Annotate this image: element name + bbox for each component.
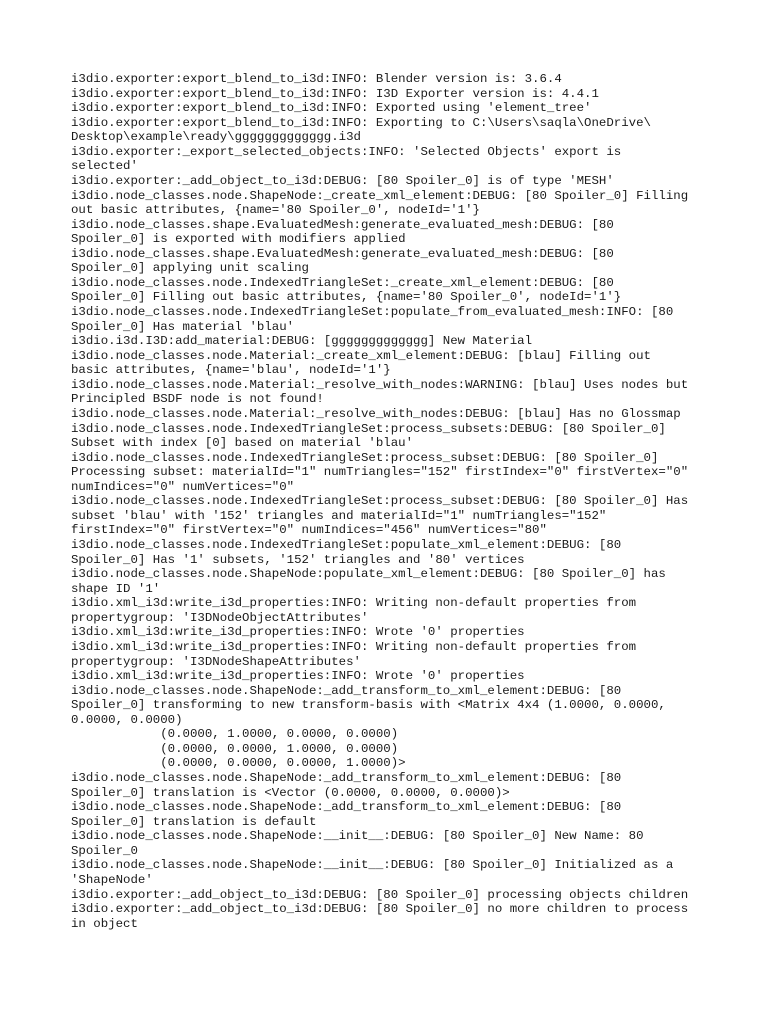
log-line: i3dio.xml_i3d:write_i3d_properties:INFO: Wrote '0' properties <box>71 669 525 684</box>
log-line: firstIndex="0" firstVertex="0" numIndices="456" numVertices="80" <box>71 523 547 538</box>
log-line: i3dio.exporter:_add_object_to_i3d:DEBUG: [80 Spoiler_0] processing objects children <box>71 887 689 902</box>
log-line: i3dio.xml_i3d:write_i3d_properties:INFO: Wrote '0' properties <box>71 625 525 640</box>
log-line: i3dio.node_classes.node.ShapeNode:_add_transform_to_xml_element:DEBUG: [80 <box>71 771 622 785</box>
log-line: i3dio.node_classes.node.ShapeNode:__init__:DEBUG: [80 Spoiler_0] New Name: 80 <box>71 829 644 844</box>
log-line: i3dio.node_classes.shape.EvaluatedMesh:generate_evaluated_mesh:DEBUG: [80 <box>71 246 614 261</box>
log-line: i3dio.xml_i3d:write_i3d_properties:INFO: Writing non-default properties from <box>71 639 637 654</box>
log-line: i3dio.i3d.I3D:add_material:DEBUG: [ggggggggggggg] New Material <box>71 334 533 349</box>
log-line: i3dio.xml_i3d:write_i3d_properties:INFO: Writing non-default properties from <box>71 596 637 611</box>
log-line: 'ShapeNode' <box>71 872 153 887</box>
log-line: i3dio.node_classes.node.ShapeNode:_add_transform_to_xml_element:DEBUG: [80 <box>71 800 622 815</box>
log-line: i3dio.exporter:export_blend_to_i3d:INFO: I3D Exporter version is: 4.4.1 <box>71 86 599 101</box>
log-line: i3dio.node_classes.node.IndexedTriangleSet:populate_xml_element:DEBUG: [80 <box>71 538 622 552</box>
log-line: i3dio.node_classes.node.ShapeNode:_add_transform_to_xml_element:DEBUG: [80 <box>71 683 622 698</box>
log-line: i3dio.node_classes.node.IndexedTriangleSet:process_subset:DEBUG: [80 Spoiler_0] Has <box>71 494 689 509</box>
log-line: Subset with index [0] based on material 'blau' <box>71 436 414 451</box>
log-line: i3dio.node_classes.node.Material:_resolve_with_nodes:DEBUG: [blau] Has no Glossmap <box>71 406 681 421</box>
log-line: i3dio.node_classes.node.ShapeNode:populate_xml_element:DEBUG: [80 Spoiler_0] has <box>71 567 666 582</box>
log-line: Spoiler_0] translation is default <box>71 814 317 829</box>
log-line: Spoiler_0] Filling out basic attributes, {name='80 Spoiler_0', nodeId='1'} <box>71 290 622 305</box>
log-line: Desktop\example\ready\ggggggggggggg.i3d <box>71 130 361 145</box>
log-line: i3dio.exporter:_add_object_to_i3d:DEBUG: [80 Spoiler_0] no more children to process <box>71 902 689 917</box>
log-line: shape ID '1' <box>71 581 161 596</box>
log-line: Spoiler_0] Has '1' subsets, '152' triangles and '80' vertices <box>71 552 525 567</box>
log-line: basic attributes, {name='blau', nodeId='1'} <box>71 363 391 378</box>
log-line: i3dio.node_classes.node.Material:_create_xml_element:DEBUG: [blau] Filling out <box>71 348 651 363</box>
log-line: Spoiler_0] applying unit scaling <box>71 261 309 276</box>
log-line: i3dio.exporter:export_blend_to_i3d:INFO: Blender version is: 3.6.4 <box>71 72 562 86</box>
log-line: i3dio.exporter:export_blend_to_i3d:INFO: Exporting to C:\Users\saqla\OneDrive\ <box>71 115 651 130</box>
log-line: 0.0000, 0.0000) <box>71 712 183 727</box>
log-line: i3dio.exporter:_export_selected_objects:INFO: 'Selected Objects' export is <box>71 144 622 159</box>
log-line: i3dio.node_classes.shape.EvaluatedMesh:generate_evaluated_mesh:DEBUG: [80 <box>71 217 614 232</box>
log-line: i3dio.node_classes.node.ShapeNode:__init__:DEBUG: [80 Spoiler_0] Initialized as a <box>71 858 674 873</box>
log-line: Spoiler_0] transforming to new transform-basis with <Matrix 4x4 (1.0000, 0.0000, <box>71 698 666 713</box>
log-line: i3dio.node_classes.node.IndexedTriangleSet:_create_xml_element:DEBUG: [80 <box>71 275 614 290</box>
log-line: numIndices="0" numVertices="0" <box>71 479 295 494</box>
log-line: i3dio.node_classes.node.IndexedTriangleSet:populate_from_evaluated_mesh:INFO: [80 <box>71 305 674 319</box>
log-line: i3dio.node_classes.node.IndexedTriangleSet:process_subsets:DEBUG: [80 Spoiler_0] <box>71 421 666 436</box>
log-line: i3dio.exporter:export_blend_to_i3d:INFO: Exported using 'element_tree' <box>71 101 592 116</box>
log-line: in object <box>71 916 138 931</box>
log-line: i3dio.node_classes.node.IndexedTriangleSet:process_subset:DEBUG: [80 Spoiler_0] <box>71 450 659 465</box>
log-line: Spoiler_0] Has material 'blau' <box>71 319 295 334</box>
log-line: i3dio.node_classes.node.Material:_resolve_with_nodes:WARNING: [blau] Uses nodes but <box>71 377 689 392</box>
log-line: i3dio.node_classes.node.ShapeNode:_create_xml_element:DEBUG: [80 Spoiler_0] Filling <box>71 188 689 203</box>
log-text-block <box>71 72 711 931</box>
log-line: Spoiler_0] is exported with modifiers applied <box>71 232 406 247</box>
log-line: selected' <box>71 159 138 174</box>
log-line: (0.0000, 0.0000, 0.0000, 1.0000)> <box>71 756 406 771</box>
log-line: Spoiler_0] translation is <Vector (0.0000, 0.0000, 0.0000)> <box>71 785 510 800</box>
log-line: out basic attributes, {name='80 Spoiler_0', nodeId='1'} <box>71 203 480 218</box>
log-line: Principled BSDF node is not found! <box>71 392 324 407</box>
log-line: (0.0000, 0.0000, 1.0000, 0.0000) <box>71 741 399 756</box>
log-line: Spoiler_0 <box>71 843 138 858</box>
log-line: Processing subset: materialId="1" numTriangles="152" firstIndex="0" firstVertex="0" <box>71 465 689 480</box>
log-line: propertygroup: 'I3DNodeShapeAttributes' <box>71 654 361 669</box>
log-line: subset 'blau' with '152' triangles and materialId="1" numTriangles="152" <box>71 508 607 523</box>
log-line: i3dio.exporter:_add_object_to_i3d:DEBUG: [80 Spoiler_0] is of type 'MESH' <box>71 173 614 188</box>
log-line: propertygroup: 'I3DNodeObjectAttributes' <box>71 610 369 625</box>
log-line: (0.0000, 1.0000, 0.0000, 0.0000) <box>71 727 399 742</box>
